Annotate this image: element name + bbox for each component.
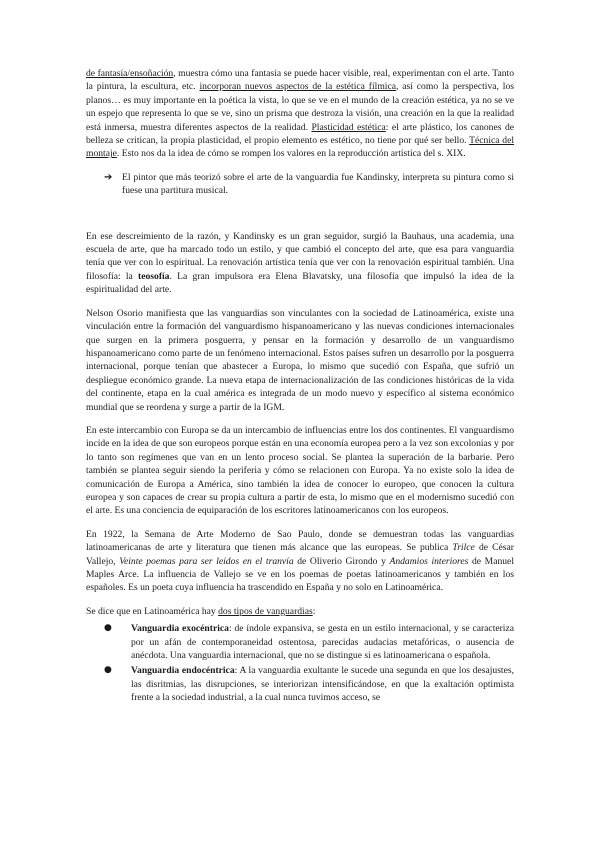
text-run: , así como la [395,81,453,93]
text-run: En ese descreimiento de la razón, y Kandinsky es un gran seguidor, surgió la Bauhaus, una academia, una escuela de arte, que ha marcado todo un estilo, y que cambió el concepto del arte, que esa para vanguardia tenía que ver con lo espiritual. La renovación artística tenía que ver con la renovación espiritual también. Una filosofía: la [86,230,514,282]
list-item-text [131,622,514,662]
text-run: de Oliverio Girondo y [293,555,390,567]
list-item-text [131,664,514,704]
arrow-list-item [104,171,514,198]
text-run: : [312,605,316,617]
text-run: : el arte plástico, los canones de belleza se critican, la propia plasticidad, el propio elemento es estético, no tiene por qué ser bello. [86,121,514,147]
text-run: de Manuel Maples Arce. La influencia de Vallejo se ve en los poemas de poetas latinoamericanos y también en los españoles. Es un poeta cuya influencia ha trascendido en España y no solo en Latinoamérica. [86,555,514,594]
paragraph-semana-arte [86,528,514,595]
list-item-exocentrica [104,622,514,662]
title-trilce: Trilce [452,542,475,554]
paragraph-tipos-intro [86,605,514,618]
text-run: En 1922, la Semana de Arte Moderno de Sao Paulo, donde se demuestran todas las vanguardias latinoamericanas de arte y literatura que tienen más alcance que las europeas. Se publica [86,528,514,554]
underlined-term-fantasia: de fantasía/ensoñación [86,68,174,79]
bold-term: Vanguardia exocéntrica [131,623,229,635]
bullet-dot-icon: ● [104,665,112,676]
paragraph-bauhaus [86,230,514,297]
underlined-term-plasticidad: Plasticidad estética [311,121,386,133]
text-run: … es muy importante en la poética la vista, lo que se ve en el mundo de la creación estética, ya no se ve un espejo que representa lo que se ve, sino un prisma que destroza la visión, una creación en la que la realidad está inmersa, muestra diferentes aspectos de la realidad. [86,94,514,133]
text-run: : A la vanguardia exultante le sucede una segunda en que los desajustes, las disritmias, las disrupciones, se interiorizan intensificándose, en que la exaltación optimista frente a la sociedad industrial, a la cual nunca tuvimos acceso, se [131,665,514,704]
text-run: , muestra cómo una fantasía se puede hacer visible, real, experimentan con el arte. Tanto la pintura, la escultura, etc. [86,68,514,93]
title-veinte-poemas: Veinte poemas para ser leídos en el tranvía [119,555,294,567]
text-run: Se dice que en Latinoamérica hay [86,605,219,617]
underlined-term-dos-tipos: dos tipos de vanguardias [218,605,313,617]
arrow-bullet-icon: ➔ [104,171,113,183]
text-run: . La gran impulsora era Elena Blavatsky, una filosofía que impulsó la idea de la espiritualidad del arte. [86,270,514,296]
arrow-item-text: El pintor que más teorizó sobre el arte de la vanguardia fue Kandinsky, interpreta su pintura como si fuese una partitura musical. [122,171,514,197]
paragraph-aesthetics [86,67,514,161]
bullet-dot-icon: ● [104,623,112,634]
paragraph-europe-exchange: En este intercambio con Europa se da un intercambio de influencias entre los dos continentes. El vanguardismo incide en la idea de que son europeos porque están en una economía europea pero a la vez son excolonias y por lo tanto son regímenes que van en un lento proceso social. Se plantea la superación de la barbarie. Pero también se plantea seguir siendo la periferia y cómo se relacionen con Europa. Ya no existe solo la idea de comunicación de Europa a América, sino también la idea de conocer lo europeo, que conocen la cultura europea y son capaces de crear su propia cultura a partir de esta, lo mismo que en el modernismo sucedió con el arte. Es una conciencia de equiparación de los escritores latinoamericanos con los europeos. [86,424,514,517]
bold-term: Vanguardia endocéntrica [131,665,235,677]
text-run: . Esto nos da la idea de cómo se rompen los valores en la reproducción artística del s. XIX. [116,148,466,160]
paragraph-osorio: Nelson Osorio manifiesta que las vanguardias son vinculantes con la sociedad de Latinoamérica, existe una vinculación entre la formación del vanguardismo hispanoamericano y las nuevas condiciones internacionales que surgen en la primera posguerra, y pensar en la formación y desarrollo de un vanguardismo hispanoamericano como parte de un fenómeno internacional. Estos países sufren un desarrollo por la posguerra internacional, porque tenían que abastecer a Europa, lo mismo que sucedió con España, que sufrió un despliegue económico grande. La nueva etapa de internacionalización de las condiciones históricas de la vida del continente, etapa en la cual américa es integrada de un modo nuevo y específico al sistema económico mundial que se reordena y surge a partir de la IGM. [86,307,514,413]
document-body [86,67,514,707]
list-item-endocentrica [104,664,514,704]
text-run-perspectiva: perspectiva, los planos [86,81,514,106]
text-run: : de índole expansiva, se gesta en un estilo internacional, y se caracteriza por un afán de contemporaneidad ostentosa, parecidas audacias metafóricas, o ausencia de anécdota. Una vanguardia internacional, que no se distingue si es latinoamericana o española. [131,623,514,662]
vanguard-types-list [86,622,514,704]
title-andamios: Andamios interiores [389,555,469,567]
text-run: de César Vallejo, [86,542,514,567]
bold-term-teosofia: teosofía [138,270,170,282]
underlined-term-estetica-filmica: incorporan nuevos aspectos de la estética fílmica [199,81,396,93]
underlined-term-montaje: Técnica del montaje [86,135,514,160]
